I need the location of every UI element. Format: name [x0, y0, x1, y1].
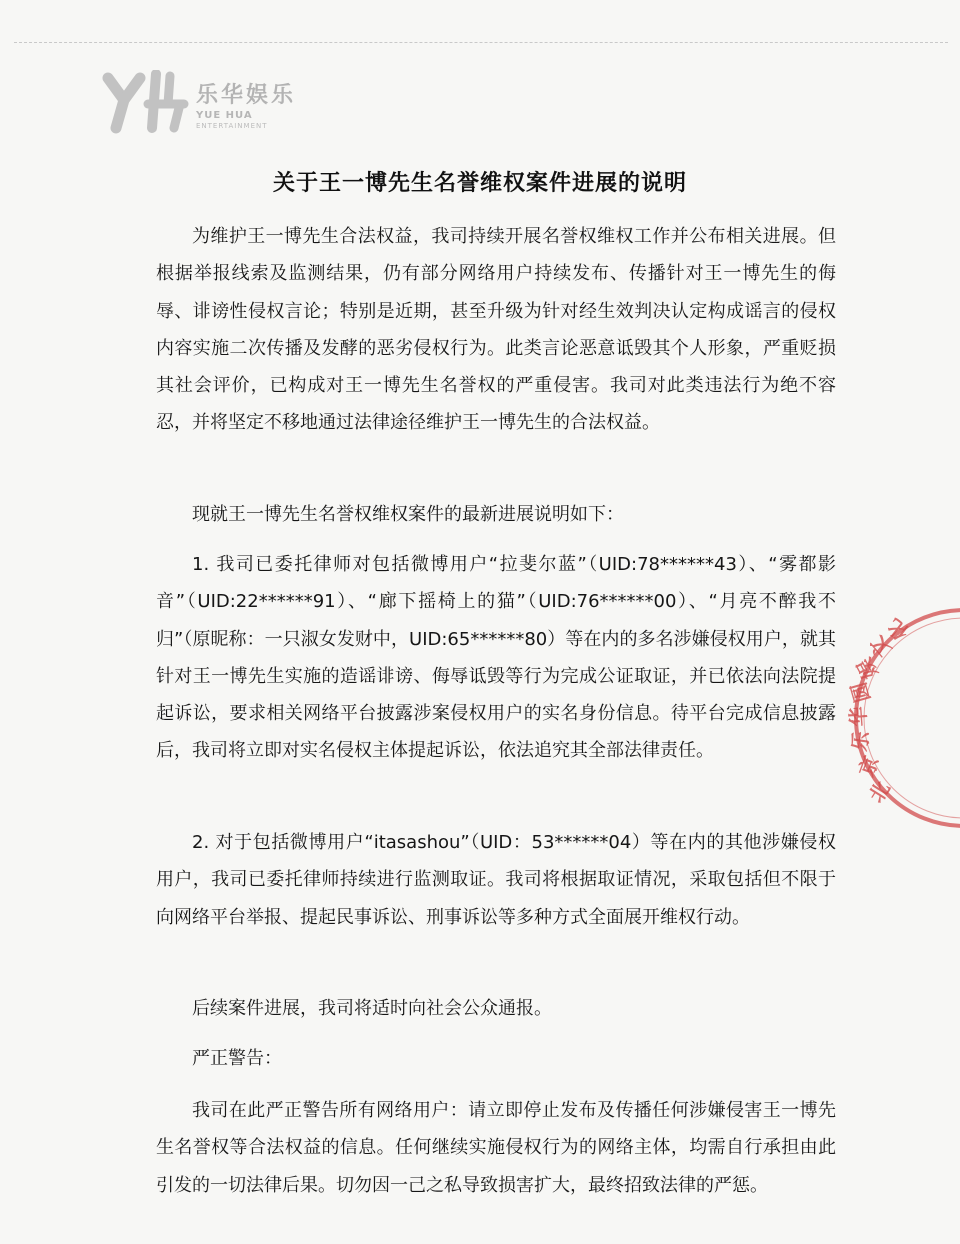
progress-heading: 现就王一博先生名誉权维权案件的最新进展说明如下： [192, 504, 624, 525]
svg-text:化: 化 [882, 613, 914, 645]
logo-name-cn: 乐华娱乐 [196, 83, 297, 108]
svg-text:华: 华 [846, 705, 871, 728]
yuehua-logo-icon [100, 70, 190, 136]
progress-item-2: 2. 对于包括微博用户“itasashou”（UID：53******04）等在内的其他涉嫌侵权用户，我司已委托律师持续进行监测取证。我司将根据取证情况，采取包括但不限于向网络平台举报、提起民事诉讼、刑事诉讼等多种方式全面展开维权行动。 [156, 832, 836, 928]
progress-item-1: 1. 我司已委托律师对包括微博用户“拉斐尔蓝”（UID:78******43）、“雾都影音”（UID:22******91）、“廊下摇椅上的猫”（UID:76******00）、“月亮不醉我不归”（原昵称：一只淑女发财中，UID:65******80）等在内的多名涉嫌侵权用户，就其针对王一博先生实施的造谣诽谤、侮辱诋毁等行为完成公证取证，并已依法向法院提起诉讼，要求相关网络平台披露涉案侵权用户的实名身份信息。待平台完成信息披露后，我司将立即对实名侵权主体提起诉讼，依法追究其全部法律责任。 [156, 554, 836, 762]
warning-heading: 严正警告： [192, 1048, 282, 1069]
warning-paragraph: 我司在此严正警告所有网络用户：请立即停止发布及传播任何涉嫌侵害王一博先生名誉权等合法权益的信息。任何继续实施侵权行为的网络主体，均需自行承担由此引发的一切法律后果。切勿因一己之私导致损害扩大，最终招致法律的严惩。 [156, 1100, 836, 1196]
svg-text:圆: 圆 [846, 679, 875, 706]
svg-text:京: 京 [854, 752, 884, 780]
svg-text:文: 文 [864, 631, 896, 663]
logo-tagline: ENTERTAINMENT [196, 122, 268, 130]
company-seal-stamp [846, 600, 960, 840]
logo-name-en: YUE HUA [196, 110, 253, 121]
followup-paragraph: 后续案件进展，我司将适时向社会公众通报。 [192, 998, 552, 1019]
svg-text:北: 北 [863, 776, 895, 807]
svg-text:乐: 乐 [847, 729, 874, 753]
intro-paragraph: 为维护王一博先生合法权益，我司持续开展名誉权维权工作并公布相关进展。但根据举报线索及监测结果，仍有部分网络用户持续发布、传播针对王一博先生的侮辱、诽谤性侵权言论；特别是近期，甚至升级为针对经生效判决认定构成谣言的侵权内容实施二次传播及发酵的恶劣侵权行为。此类言论恶意诋毁其个人形象，严重贬损其社会评价，已构成对王一博先生名誉权的严重侵害。我司对此类违法行为绝不容忍，并将坚定不移地通过法律途径维护王一博先生的合法权益。 [156, 226, 836, 434]
document-title: 关于王一博先生名誉维权案件进展的说明 [272, 171, 687, 196]
svg-text:娱: 娱 [851, 653, 883, 683]
top-divider [14, 42, 948, 43]
company-logo [100, 70, 300, 136]
